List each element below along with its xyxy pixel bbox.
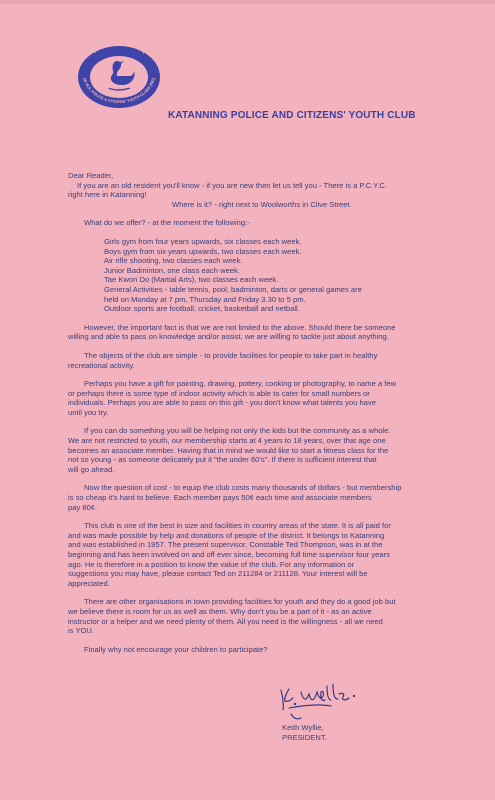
paragraph-line: appreciated. xyxy=(68,578,110,588)
list-item: held on Monday at 7 pm, Thursday and Friday 3.30 to 5 pm. xyxy=(104,294,306,304)
list-item: Girls gym from four years upwards, six classes each week. xyxy=(104,236,302,246)
paragraph-line: is so cheap it's hard to believe. Each member pays 50¢ each time and associate members xyxy=(68,493,372,503)
paragraph-line: ago. He is therefore in a position to know the value of the club. For any information or xyxy=(68,559,355,569)
logo-arc-text: THE FEDERATION xyxy=(90,41,147,56)
signer-block xyxy=(282,723,327,742)
paragraph-line: Now the question of cost - to equip the club costs many thousands of dollars - but membership xyxy=(84,483,402,493)
paragraph-line: is YOU. xyxy=(68,626,95,636)
signer-title: PRESIDENT. xyxy=(282,732,327,742)
paragraph-line: However, the important fact is that we are not limited to the above. Should there be someone xyxy=(84,322,396,332)
paragraph-line: becomes an associate member. Having that in mind we would like to start a fitness class for the xyxy=(68,445,389,455)
club-title: KATANNING POLICE AND CITIZENS' YOUTH CLUB xyxy=(168,110,416,121)
signer-name: Keith Wyllie, xyxy=(282,723,324,732)
paragraph-line: individuals. Perhaps you are able to pass on this gift - you don't know what talents you have xyxy=(68,398,376,408)
paragraph-line: recreational activity. xyxy=(68,360,135,370)
paragraph-line: until you try. xyxy=(68,407,109,417)
paragraph-line: instructor or a helper and we need plenty of them. All you need is the willingness - all we need xyxy=(68,616,383,626)
paragraph-line: pay 80¢. xyxy=(68,502,98,512)
intro-line: right here in Katanning! xyxy=(68,190,147,200)
paragraph-line: Perhaps you have a gift for painting, drawing, pottery, cooking or photography, to name a few xyxy=(84,379,397,389)
paragraph-line: willing and able to pass on knowledge and/or assist, we are willing to tackle just about anything. xyxy=(68,332,389,342)
paragraph-line: suggestions you may have, please contact Ted on 211284 or 211128. Your interest will be xyxy=(68,569,368,579)
paragraph-line: If you can do something you will be helping not only the kids but the community as a whole. xyxy=(84,426,391,436)
paragraph-line: This club is one of the best in size and facilities in country areas of the state. It is all paid for xyxy=(84,521,391,531)
list-item: Junior Badminton, one class each week. xyxy=(104,265,240,275)
list-item: General Activities - table tennis, pool, badminton, darts or general games are xyxy=(104,284,362,294)
paragraph-line: and was made possible by help and donations of people of the district. It belongs to Katanning xyxy=(68,530,385,540)
paragraph-line: beginning and has been involved on and off ever since, becoming full time supervisor four years xyxy=(68,550,390,559)
paragraph-line: not so young - as someone delicately put it "the under 60's". If there is sufficient interest that xyxy=(68,455,377,465)
intro-line: If you are an old resident you'll know - if you are new then let us tell you - There is a P.C.Y.C. xyxy=(77,180,388,190)
paragraph-line: and was established in 1957. The present supervisor, Constable Ted Thompson, was in at the xyxy=(68,540,383,550)
closing-line: Finally why not encourage your children to participate? xyxy=(84,644,268,654)
list-item: Tae Kwon Do (Martial Arts), two classes each week. xyxy=(104,275,279,285)
list-item: Boys gym from six years upwards, two classes each week. xyxy=(104,246,302,256)
intro-line: Where is it? - right next to Woolworths in Clive Street. xyxy=(172,199,352,209)
paragraph-line: We are not restricted to youth, our membership starts at 4 years to 18 years, over that age one xyxy=(68,436,386,446)
paragraph-line: we believe there is room for us as well as them. Why don't you be a part of it - as an active xyxy=(68,606,372,616)
list-item: Air rifle shooting, two classes each week. xyxy=(104,256,243,266)
logo-ring-text: OF W.A. POLICE & CITIZENS' YOUTH CLUBS (INC) xyxy=(81,76,157,105)
federation-logo xyxy=(76,41,162,109)
letter-body xyxy=(68,171,438,654)
offer-heading: What do we offer? - at the moment the following:- xyxy=(84,218,250,228)
paragraph-line: or perhaps there is some type of indoor activity which is able to cater for small numbers or xyxy=(68,388,370,398)
activity-list xyxy=(68,237,438,314)
paragraph-line: There are other organisations in town providing facilities for youth and they do a good job but xyxy=(84,597,396,607)
paragraph-line: will go ahead. xyxy=(68,464,115,474)
signature xyxy=(275,678,365,724)
paragraph-line: The objects of the club are simple - to provide facilities for people to take part in healthy xyxy=(84,350,378,360)
salutation: Dear Reader, xyxy=(68,171,114,180)
list-item: Outdoor sports are football, cricket, basketball and netball. xyxy=(104,304,300,314)
